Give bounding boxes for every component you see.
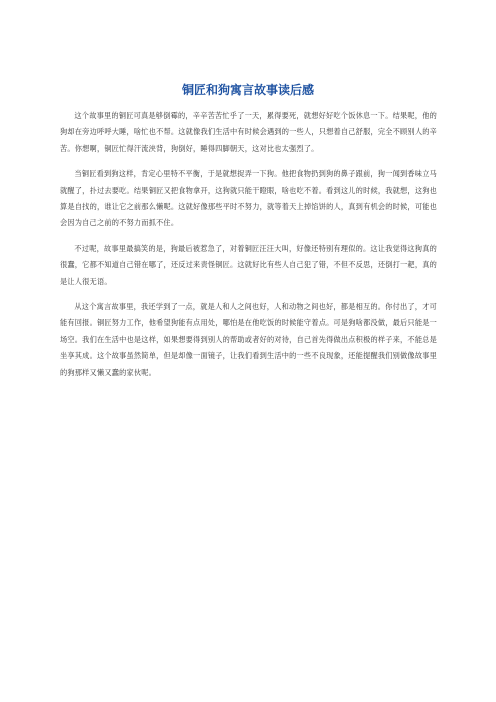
- paragraph-3: 不过呢，故事里最搞笑的是，狗最后被惹急了，对着铜匠汪汪大叫，好像还特别有理似的。这让我觉得这狗真的很蠢，它都不知道自己错在哪了，还反过来责怪铜匠。这就好比有些人自己犯了错，不但不反思，还倒打一耙，真的是让人很无语。: [60, 243, 437, 286]
- paragraph-1: 这个故事里的铜匠可真是够倒霉的，辛辛苦苦忙乎了一天，累得要死，就想好好吃个饭休息一下。结果呢，他的狗却在旁边呼呼大睡，啥忙也不帮。这就像我们生活中有时候会遇到的一些人，只想着自己舒服，完全不顾别人的辛苦。你想啊，铜匠忙得汗流浃背，狗倒好，睡得四脚朝天，这对比也太强烈了。: [60, 111, 437, 153]
- paragraph-2: 当铜匠看到狗这样，肯定心里特不平衡，于是就想捉弄一下狗。他把食物扔到狗的鼻子跟前，狗一闻到香味立马就醒了，扑过去要吃。结果铜匠又把食物拿开，这狗就只能干瞪眼，啥也吃不着。看到这儿的时候，我就想，这狗也算是自找的，谁让它之前那么懒呢。这就好像那些平时不努力，就等着天上掉馅饼的人，真到有机会的时候，可能也会因为自己之前的不努力而抓不住。: [60, 169, 437, 228]
- paragraph-4: 从这个寓言故事里，我还学到了一点，就是人和人之间也好，人和动物之间也好，都是相互的。你付出了，才可能有回报。铜匠努力工作，他希望狗能有点用处，哪怕是在他吃饭的时候能守着点。可是狗啥都没做，最后只能是一场空。我们在生活中也是这样，如果想要得到别人的帮助或者好的对待，自己首先得做出点积极的样子来，不能总是坐享其成。这个故事虽然简单，但是却像一面镜子，让我们看到生活中的一些不良现象，还能提醒我们别做像故事里的狗那样又懒又蠢的家伙呢。: [60, 302, 437, 377]
- document-body: [60, 108, 437, 390]
- document-title: 铜匠和狗寓言故事读后感: [181, 83, 314, 97]
